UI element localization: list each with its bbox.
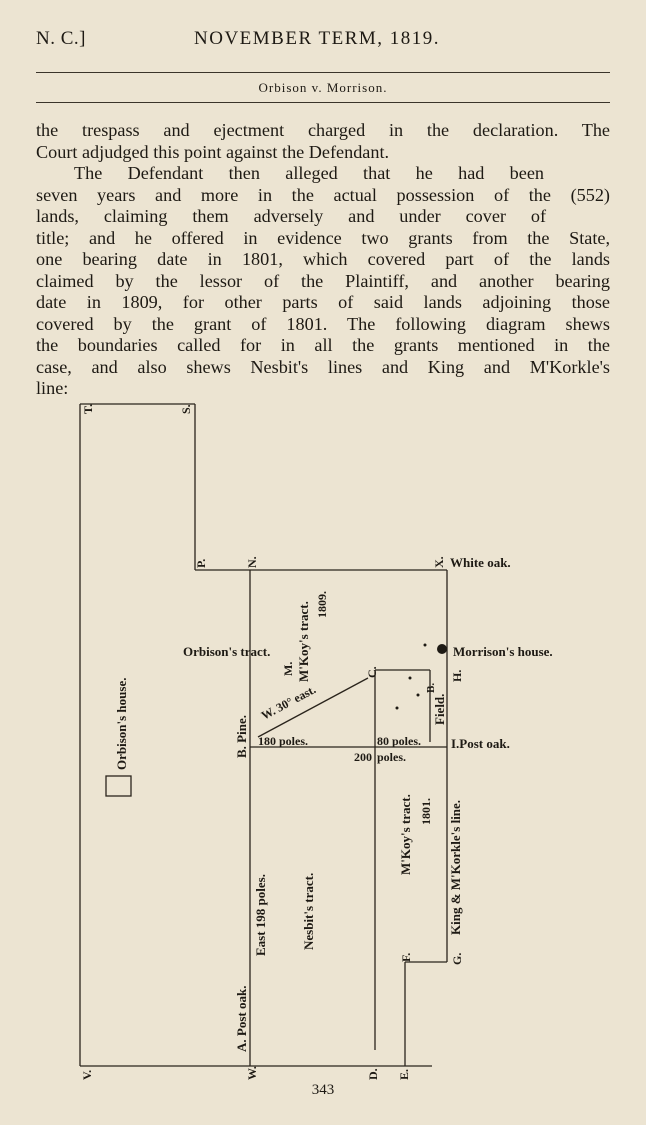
w30-east-label: W. 30° east.	[258, 682, 319, 723]
page-number: 343	[311, 1082, 335, 1098]
text-line: one bearing date in 1801, which covered part of the lands	[36, 249, 610, 269]
mkoy-tract-1809-label: M'Koy's tract.	[296, 601, 311, 682]
running-head	[36, 28, 610, 52]
text-line: case, and also shews Nesbit's lines and King and M'Korkle's	[36, 356, 610, 377]
text-line: lands, claiming them adversely and under cover of	[36, 206, 546, 226]
corner-v-label: V.	[80, 1069, 94, 1080]
orbisons-house-label: Orbison's house.	[114, 677, 129, 770]
king-mkorkle-label: King & M'Korkle's line.	[448, 799, 463, 935]
text-line: covered by the grant of 1801. The following diagram shews	[36, 313, 610, 334]
year-1809-label: 1809.	[315, 591, 329, 618]
field-dot	[417, 694, 420, 697]
nesbits-tract-label: Nesbit's tract.	[301, 872, 316, 950]
corner-p-label: P.	[194, 558, 208, 568]
text-line: seven years and more in the actual possession of the (552)	[36, 184, 610, 205]
mkoy-tract-1801-label: M'Koy's tract.	[398, 794, 413, 875]
morrisons-house-marker	[437, 644, 447, 654]
corner-w-label: W.	[245, 1066, 259, 1080]
east-198-poles-label: East 198 poles.	[253, 874, 268, 956]
white-oak-label: White oak.	[450, 555, 511, 570]
field-label: Field.	[432, 693, 447, 725]
morrisons-house-label: Morrison's house.	[453, 644, 553, 659]
body-text	[36, 120, 610, 400]
header-term: NOVEMBER TERM, 1819.	[194, 28, 441, 49]
text-line: line:	[36, 378, 69, 398]
text-line: Court adjudged this point against the Defendant.	[36, 141, 390, 162]
corner-c-label: C.	[365, 666, 379, 678]
corner-d-label: D.	[366, 1068, 380, 1080]
poles-180-label: 180 poles.	[258, 734, 309, 748]
text-line: claimed by the lessor of the Plaintiff, and another bearing	[36, 270, 610, 291]
text-line: the boundaries called for in all the grants mentioned in the	[36, 335, 610, 355]
corner-b-label: B.	[425, 682, 437, 693]
corner-t-label: T.	[81, 403, 95, 414]
poles-80-label: 80 poles.	[377, 734, 422, 748]
field-dot	[396, 707, 399, 710]
corner-g-label: G.	[450, 952, 464, 965]
corner-m-label: M.	[281, 661, 295, 676]
b-pine-label: B. Pine.	[234, 715, 249, 758]
a-post-oak-label: A. Post oak.	[234, 985, 249, 1052]
text-line: title; and he offered in evidence two grants from the State,	[36, 227, 610, 248]
text-line: the trespass and ejectment charged in the declaration. The	[36, 120, 610, 140]
corner-e-label: E.	[397, 1068, 411, 1080]
header-rule-top	[36, 72, 610, 73]
field-dot	[424, 644, 427, 647]
year-1801-label: 1801.	[419, 798, 433, 825]
corner-f-label: F.	[399, 952, 413, 962]
header-rule-bottom	[36, 102, 610, 103]
text-line: date in 1809, for other parts of said lands adjoining those	[36, 292, 610, 312]
poles-label: poles.	[377, 750, 407, 764]
header-reporter: N. C.]	[36, 28, 86, 49]
orbisons-house-marker	[106, 776, 131, 796]
poles-200-label: 200	[354, 750, 372, 764]
field-dot	[409, 677, 412, 680]
corner-x-label: X.	[432, 556, 446, 568]
orbisons-tract-label: Orbison's tract.	[183, 644, 271, 659]
corner-n-label: N.	[245, 556, 259, 568]
corner-s-label: S.	[179, 404, 193, 414]
post-oak-label: I.Post oak.	[451, 736, 510, 751]
boundary-diagram	[0, 390, 646, 1090]
corner-h-label: H.	[450, 669, 464, 682]
text-line: The Defendant then alleged that he had been	[74, 163, 544, 183]
case-title: Orbison v. Morrison.	[258, 80, 388, 95]
